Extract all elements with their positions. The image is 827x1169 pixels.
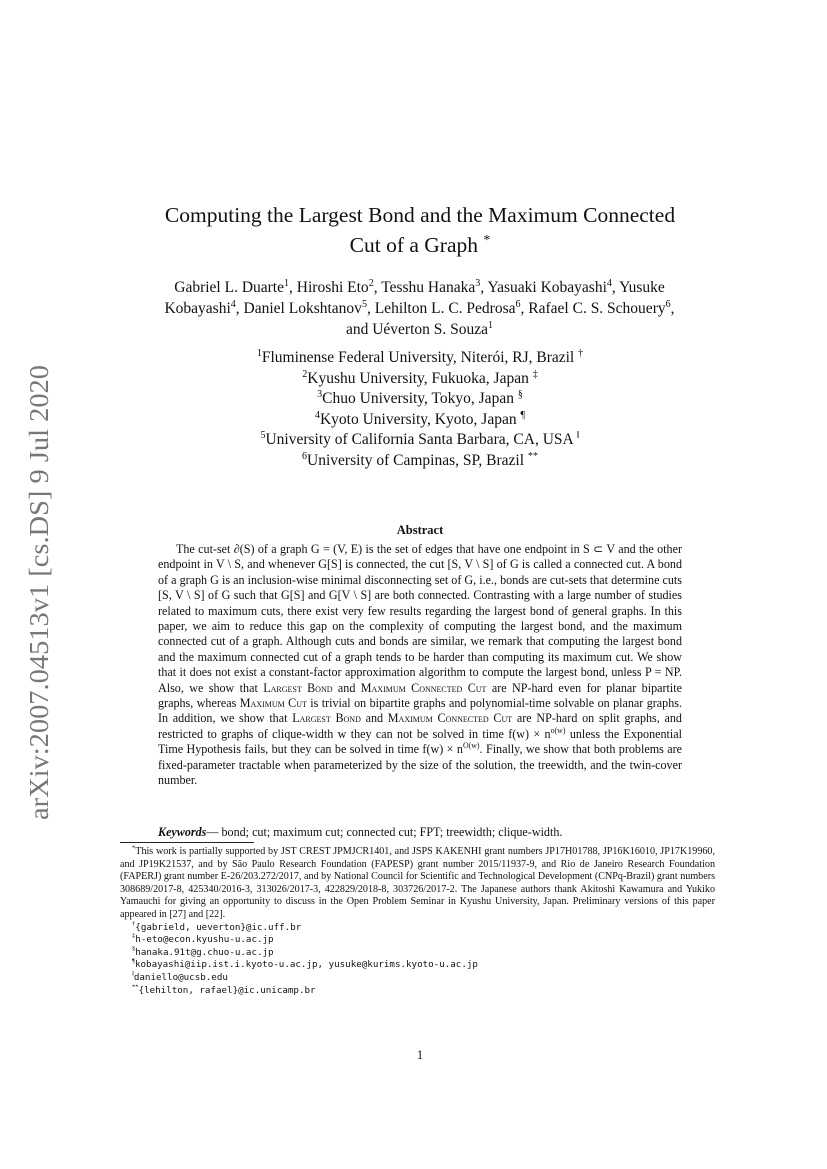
footnote-funding: *This work is partially supported by JST CREST JPMJCR1401, and JSPS KAKENHI grant numbers JP17H01788, JP16K16010, JP17K19960, and JP19K21537, and by São Paulo Research Foundation (FAPESP) grant number 2015/11937-9, and Rio de Janeiro Research Foundation (FAPERJ) grant number E-26/203.272/2017, and by National Council for Scientific and Technological Development (CNPq-Brazil) grant numbers 308689/2017-8, 425340/2016-3, 313026/2017-3, 422829/2018-8, 303726/2017-2. The Japanese authors thank Akitoshi Kawamura and Yukiko Yamauchi for giving an opportunity to discuss in the Open Problem Seminar in Kyushu University, Japan. Preliminary versions of this paper appeared in [27] and [22]. bbox=[120, 844, 715, 920]
abstract-body: The cut-set ∂(S) of a graph G = (V, E) is the set of edges that have one endpoint in S ⊂ V and the other endpoint in V \ S, and whenever G[S] is connected, the cut [S, V \ S] of G is called a connected cut. A bond of a graph G is an inclusion-wise minimal disconnecting set of G, i.e., bonds are cut-sets that determine cuts [S, V \ S] of G such that G[S] and G[V \ S] are both connected. Contrasting with a large number of studies related to maximum cuts, there exist very few results regarding the largest bond of general graphs. In this paper, we aim to reduce this gap on the complexity of computing the largest bond, and the maximum connected cut of a graph. Although cuts and bonds are similar, we remark that computing the largest bond and the maximum connected cut of a graph tends to be harder than computing its maximum cut. We show that it does not exist a constant-factor approximation algorithm to compute the largest bond, unless P = NP. Also, we show that Largest Bond and Maximum Connected Cut are NP-hard even for planar bipartite graphs, whereas Maximum Cut is trivial on bipartite graphs and polynomial-time solvable on planar graphs. In addition, we show that Largest Bond and Maximum Connected Cut are NP-hard on split graphs, and restricted to graphs of clique-width w they can not be solved in time $f(w) \times n^{o(w)}$ unless the Exponential Time Hypothesis fails, but they can be solved in time $f(w) \times n^{O(w)}$. Finally, we show that both problems are fixed-parameter tractable when parameterized by the size of the solution, the treewidth, and the twin-cover number. bbox=[158, 542, 682, 788]
footnote-email-4: ¶kobayashi@iip.ist.i.kyoto-u.ac.jp, yusuke@kurims.kyoto-u.ac.jp bbox=[132, 957, 478, 971]
affiliation-3: $^3$Chuo University, Tokyo, Japan § bbox=[317, 388, 523, 407]
affiliation-5: $^5$University of California Santa Barbara, CA, USA ‖ bbox=[260, 429, 580, 448]
footnote-rule bbox=[120, 842, 254, 843]
author-line-2: Kobayashi$^4$, Daniel Lokshtanov$^5$, Lehilton L. C. Pedrosa$^6$, Rafael C. S. Schouery$^6$, bbox=[164, 298, 675, 317]
author-line-1: Gabriel L. Duarte$^1$, Hiroshi Eto$^2$, Tesshu Hanaka$^3$, Yasuaki Kobayashi$^4$, Yusuke bbox=[174, 277, 665, 296]
footnote-email-6: **{lehilton, rafael}@ic.unicamp.br bbox=[132, 983, 316, 996]
keywords-label: Keywords bbox=[158, 825, 207, 839]
arxiv-stamp bbox=[10, 360, 62, 820]
abstract-heading: Abstract bbox=[396, 523, 444, 537]
affiliation-list bbox=[130, 348, 710, 471]
title-footnote-mark: * bbox=[483, 232, 491, 248]
author-list bbox=[112, 277, 727, 340]
footnote-email-5: ‖daniello@ucsb.edu bbox=[132, 970, 228, 983]
affiliation-1: $^1$Fluminense Federal University, Niterói, RJ, Brazil † bbox=[256, 347, 584, 366]
affiliation-2: $^2$Kyushu University, Fukuoka, Japan ‡ bbox=[302, 368, 538, 387]
arxiv-stamp-text: arXiv:2007.04513v1 [cs.DS] 9 Jul 2020 bbox=[23, 380, 54, 820]
paper-title bbox=[100, 200, 740, 260]
title-line-2: Cut of a Graph * bbox=[349, 232, 491, 257]
title-line-1: Computing the Largest Bond and the Maximum Connected bbox=[164, 203, 676, 227]
affiliation-4: $^4$Kyoto University, Kyoto, Japan ¶ bbox=[314, 409, 526, 428]
author-line-3: and Uéverton S. Souza$^1$ bbox=[345, 319, 494, 338]
affiliation-6: $^6$University of Campinas, SP, Brazil ** bbox=[302, 450, 538, 469]
keywords: Keywords— bond; cut; maximum cut; connected cut; FPT; treewidth; clique-width. bbox=[158, 825, 563, 839]
footnote-email-1: †{gabrield, ueverton}@ic.uff.br bbox=[132, 920, 302, 933]
footnotes bbox=[120, 846, 715, 997]
footnote-email-2: ‡h-eto@econ.kyushu-u.ac.jp bbox=[132, 932, 274, 946]
footnote-email-3: §hanaka.91t@g.chuo-u.ac.jp bbox=[132, 945, 274, 958]
page-number: 1 bbox=[416, 1048, 424, 1062]
